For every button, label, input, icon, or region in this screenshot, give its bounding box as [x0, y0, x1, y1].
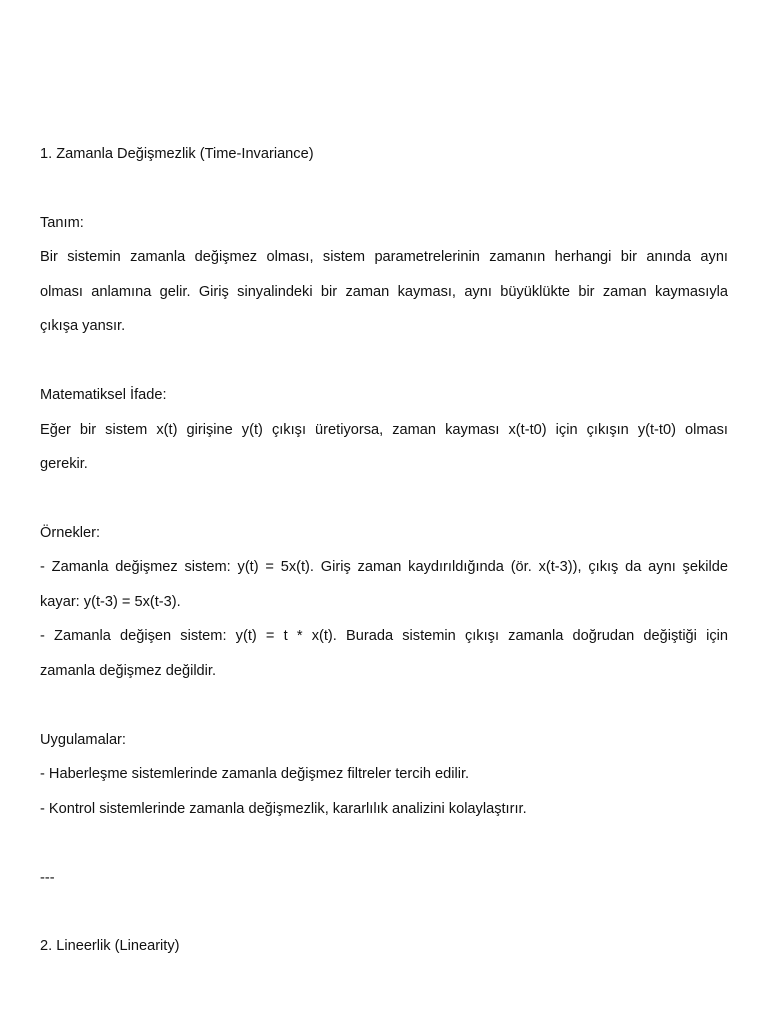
example-line-1: - Zamanla değişmez sistem: y(t) = 5x(t). Giriş zaman kaydırıldığında (ör. x(t-3)), çıkış da aynı şekilde — [40, 559, 728, 575]
example-line-4: zamanla değişmez değildir. — [40, 663, 217, 679]
definition-line-3: çıkışa yansır. — [40, 318, 126, 334]
section-2-heading: 2. Lineerlik (Linearity) — [40, 938, 180, 954]
definition-label: Tanım: — [40, 215, 84, 231]
definition-line-1: Bir sistemin zamanla değişmez olması, sistem parametrelerinin zamanın herhangi bir anında aynı — [40, 249, 728, 265]
math-line-2: gerekir. — [40, 456, 88, 472]
math-label: Matematiksel İfade: — [40, 387, 167, 403]
examples-label: Örnekler: — [40, 525, 101, 541]
math-line-1: Eğer bir sistem x(t) girişine y(t) çıkışı üretiyorsa, zaman kayması x(t-t0) için çıkışın y(t-t0) olması — [40, 422, 728, 438]
section-separator: --- — [40, 870, 55, 886]
definition-line-2: olması anlamına gelir. Giriş sinyalindeki bir zaman kayması, aynı büyüklükte bir zaman kaymasıyla — [40, 284, 728, 300]
application-item-2: - Kontrol sistemlerinde zamanla değişmezlik, kararlılık analizini kolaylaştırır. — [40, 801, 527, 817]
example-line-2: kayar: y(t-3) = 5x(t-3). — [40, 594, 181, 610]
applications-label: Uygulamalar: — [40, 732, 126, 748]
example-line-3: - Zamanla değişen sistem: y(t) = t * x(t). Burada sistemin çıkışı zamanla doğrudan değiştiği için — [40, 628, 728, 644]
application-item-1: - Haberleşme sistemlerinde zamanla değişmez filtreler tercih edilir. — [40, 766, 470, 782]
section-1-heading: 1. Zamanla Değişmezlik (Time-Invariance) — [40, 146, 314, 162]
